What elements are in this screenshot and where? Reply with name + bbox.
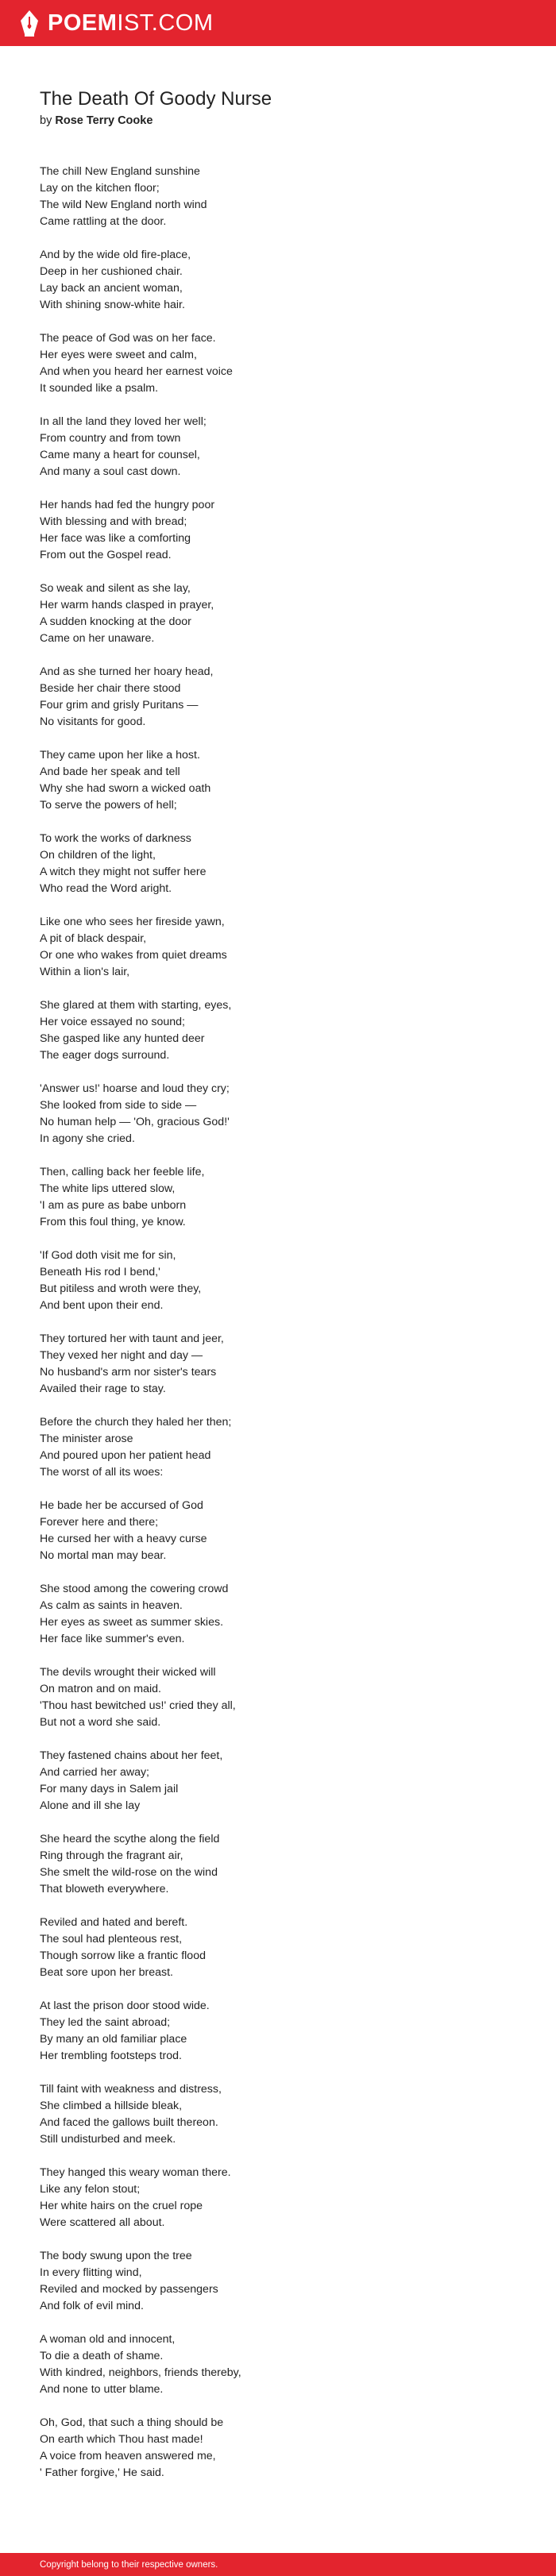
poem-line: Lay back an ancient woman, [40, 282, 183, 295]
logo-text-bold: POEM [48, 10, 118, 36]
poem-line: Deep in her cushioned chair. [40, 265, 183, 278]
poem-line: She glared at them with starting, eyes, [40, 999, 232, 1012]
stanza [40, 664, 524, 731]
poem-line: They fastened chains about her feet, [40, 1749, 223, 1762]
poem-line: On earth which Thou hast made! [40, 2433, 203, 2446]
poem-line: She smelt the wild-rose on the wind [40, 1866, 218, 1879]
poem-line: From this foul thing, ye know. [40, 1216, 186, 1228]
poem-line: Beneath His rod I bend,' [40, 1266, 160, 1278]
poem-line: A woman old and innocent, [40, 2333, 176, 2346]
stanza [40, 1664, 524, 1731]
poem-line: 'Answer us!' hoarse and loud they cry; [40, 1082, 230, 1095]
poem-line: At last the prison door stood wide. [40, 1999, 210, 2012]
poem-line: She climbed a hillside bleak, [40, 2100, 183, 2112]
poem-line: Lay on the kitchen floor; [40, 182, 160, 195]
poem-line: In every flitting wind, [40, 2266, 142, 2279]
poem-line: By many an old familiar place [40, 2033, 187, 2046]
poem-line: She looked from side to side — [40, 1099, 197, 1112]
poem-line: The chill New England sunshine [40, 165, 200, 178]
poem-line: And many a soul cast down. [40, 465, 181, 478]
stanza [40, 497, 524, 564]
poem-line: Alone and ill she lay [40, 1799, 141, 1812]
poem-line: Like one who sees her fireside yawn, [40, 916, 225, 928]
poem-line: But pitiless and wroth were they, [40, 1282, 202, 1295]
stanza [40, 1331, 524, 1398]
poem-line: No mortal man may bear. [40, 1549, 167, 1562]
stanza [40, 2415, 524, 2482]
poem-line: Beat sore upon her breast. [40, 1966, 173, 1979]
poem-line: Her voice essayed no sound; [40, 1016, 185, 1028]
poem-line: Reviled and mocked by passengers [40, 2283, 218, 2296]
poem-line: Four grim and grisly Puritans — [40, 699, 199, 711]
poem-line: From country and from town [40, 432, 181, 445]
stanza [40, 164, 524, 230]
poem-line: And bade her speak and tell [40, 765, 180, 778]
poem-byline [40, 113, 524, 129]
poem-line: He cursed her with a heavy curse [40, 1533, 207, 1545]
poem-line: Still undisturbed and meek. [40, 2133, 176, 2146]
poem-line: With shining snow-white hair. [40, 299, 185, 311]
poem-line: But not a word she said. [40, 1716, 161, 1729]
poem-line: The devils wrought their wicked will [40, 1666, 216, 1679]
poem-line: It sounded like a psalm. [40, 382, 159, 395]
site-footer [0, 2553, 556, 2576]
poem-line: Her face was like a comforting [40, 532, 191, 545]
stanza [40, 247, 524, 314]
poem-body [40, 164, 524, 2482]
poem-line: In agony she cried. [40, 1132, 135, 1145]
poem-line: Her trembling footsteps trod. [40, 2050, 182, 2062]
stanza [40, 2165, 524, 2231]
poem-line: On children of the light, [40, 849, 156, 862]
poem-line: The worst of all its woes: [40, 1466, 164, 1479]
poem-line: A pit of black despair, [40, 932, 147, 945]
stanza [40, 1498, 524, 1564]
poem-line: And when you heard her earnest voice [40, 365, 233, 378]
poem-line: They came upon her like a host. [40, 749, 200, 762]
poem-line: On matron and on maid. [40, 1683, 161, 1695]
poem-line: With kindred, neighbors, friends thereby, [40, 2366, 241, 2379]
poem-line: As calm as saints in heaven. [40, 1599, 183, 1612]
poem-line: She heard the scythe along the field [40, 1833, 220, 1845]
poem-line: That bloweth everywhere. [40, 1883, 169, 1895]
poem-line: Beside her chair there stood [40, 682, 181, 695]
poem-line: And bent upon their end. [40, 1299, 164, 1312]
poem-line: Though sorrow like a frantic flood [40, 1949, 206, 1962]
poem-line: Came many a heart for counsel, [40, 449, 200, 461]
poem-line: So weak and silent as she lay, [40, 582, 191, 595]
poem-line: In all the land they loved her well; [40, 415, 207, 428]
stanza [40, 1164, 524, 1231]
stanza [40, 2331, 524, 2398]
poem-line: The soul had plenteous rest, [40, 1933, 183, 1945]
poem-line: A voice from heaven answered me, [40, 2450, 216, 2462]
stanza [40, 1998, 524, 2065]
poem-line: To die a death of shame. [40, 2350, 164, 2362]
site-logo-text [48, 12, 214, 35]
stanza [40, 580, 524, 647]
poem-line: The body swung upon the tree [40, 2250, 192, 2262]
poem-line: 'I am as pure as babe unborn [40, 1199, 187, 1212]
stanza [40, 997, 524, 1064]
poem-line: ' Father forgive,' He said. [40, 2466, 164, 2479]
poem-line: To work the works of darkness [40, 832, 191, 845]
copyright-text: Copyright belong to their respective owners. [40, 2559, 218, 2570]
poem-line: 'Thou hast bewitched us!' cried they all, [40, 1699, 236, 1712]
poem-line: They vexed her night and day — [40, 1349, 203, 1362]
logo-text-thin: IST.COM [117, 10, 214, 36]
poem-line: Availed their rage to stay. [40, 1382, 166, 1395]
poem-line: For many days in Salem jail [40, 1783, 179, 1795]
poem-line: Her face like summer's even. [40, 1633, 185, 1645]
stanza [40, 1748, 524, 1814]
poem-line: The wild New England north wind [40, 199, 207, 211]
poem-line: Why she had sworn a wicked oath [40, 782, 211, 795]
poem-line: And carried her away; [40, 1766, 150, 1779]
poem-line: From out the Gospel read. [40, 549, 172, 561]
stanza [40, 1831, 524, 1898]
poem-line: And faced the gallows built thereon. [40, 2116, 218, 2129]
poem-line: Her warm hands clasped in prayer, [40, 599, 214, 611]
poem-line: A witch they might not suffer here [40, 866, 207, 878]
poem-title: The Death Of Goody Nurse [40, 88, 272, 110]
poem-line: No human help — 'Oh, gracious God!' [40, 1116, 230, 1128]
pen-nib-icon [19, 10, 40, 37]
poem-line: To serve the powers of hell; [40, 799, 177, 812]
poem-line: With blessing and with bread; [40, 515, 187, 528]
stanza [40, 1081, 524, 1147]
stanza [40, 1414, 524, 1481]
poem-line: And as she turned her hoary head, [40, 665, 214, 678]
poem-line: She gasped like any hunted deer [40, 1032, 205, 1045]
poem-content [40, 87, 524, 2498]
stanza [40, 1248, 524, 1314]
poem-line: Forever here and there; [40, 1516, 159, 1529]
stanza [40, 330, 524, 397]
poem-line: Came rattling at the door. [40, 215, 167, 228]
poem-line: Oh, God, that such a thing should be [40, 2416, 224, 2429]
poem-line: No visitants for good. [40, 715, 146, 728]
poem-line: A sudden knocking at the door [40, 615, 191, 628]
poem-line: Ring through the fragrant air, [40, 1849, 183, 1862]
stanza [40, 914, 524, 981]
author-link[interactable]: Rose Terry Cooke [55, 114, 153, 127]
poem-line: Came on her unaware. [40, 632, 155, 645]
poem-line: And poured upon her patient head [40, 1449, 211, 1462]
poem-line: And folk of evil mind. [40, 2300, 144, 2312]
stanza [40, 414, 524, 480]
poem-line: Her eyes as sweet as summer skies. [40, 1616, 224, 1629]
poem-line: They hanged this weary woman there. [40, 2166, 231, 2179]
poem-line: No husband's arm nor sister's tears [40, 1366, 217, 1379]
stanza [40, 1581, 524, 1648]
poem-line: 'If God doth visit me for sin, [40, 1249, 176, 1262]
poem-line: Before the church they haled her then; [40, 1416, 232, 1429]
poem-line: Who read the Word aright. [40, 882, 172, 895]
poem-line: They led the saint abroad; [40, 2016, 171, 2029]
poem-line: The white lips uttered slow, [40, 1182, 176, 1195]
poem-line: He bade her be accursed of God [40, 1499, 203, 1512]
poem-line: Then, calling back her feeble life, [40, 1166, 205, 1178]
poem-line: Within a lion's lair, [40, 966, 130, 978]
stanza [40, 747, 524, 814]
stanza [40, 2081, 524, 2148]
poem-line: She stood among the cowering crowd [40, 1583, 229, 1595]
poem-line: They tortured her with taunt and jeer, [40, 1332, 224, 1345]
poem-line: Were scattered all about. [40, 2216, 165, 2229]
poem-line: The eager dogs surround. [40, 1049, 170, 1062]
poem-line: And none to utter blame. [40, 2383, 164, 2396]
poem-line: The minister arose [40, 1433, 133, 1445]
site-header [0, 0, 556, 46]
poem-line: And by the wide old fire-place, [40, 249, 191, 261]
by-label: by [40, 114, 52, 127]
poem-line: Her white hairs on the cruel rope [40, 2200, 203, 2212]
poem-line: Reviled and hated and bereft. [40, 1916, 188, 1929]
poem-line: The peace of God was on her face. [40, 332, 216, 345]
stanza [40, 2248, 524, 2315]
poem-line: Till faint with weakness and distress, [40, 2083, 222, 2096]
site-logo[interactable] [19, 10, 214, 37]
poem-line: Or one who wakes from quiet dreams [40, 949, 227, 962]
poem-line: Like any felon stout; [40, 2183, 141, 2196]
poem-line: Her eyes were sweet and calm, [40, 349, 197, 361]
stanza [40, 1915, 524, 1981]
poem-line: Her hands had fed the hungry poor [40, 499, 215, 511]
stanza [40, 831, 524, 897]
